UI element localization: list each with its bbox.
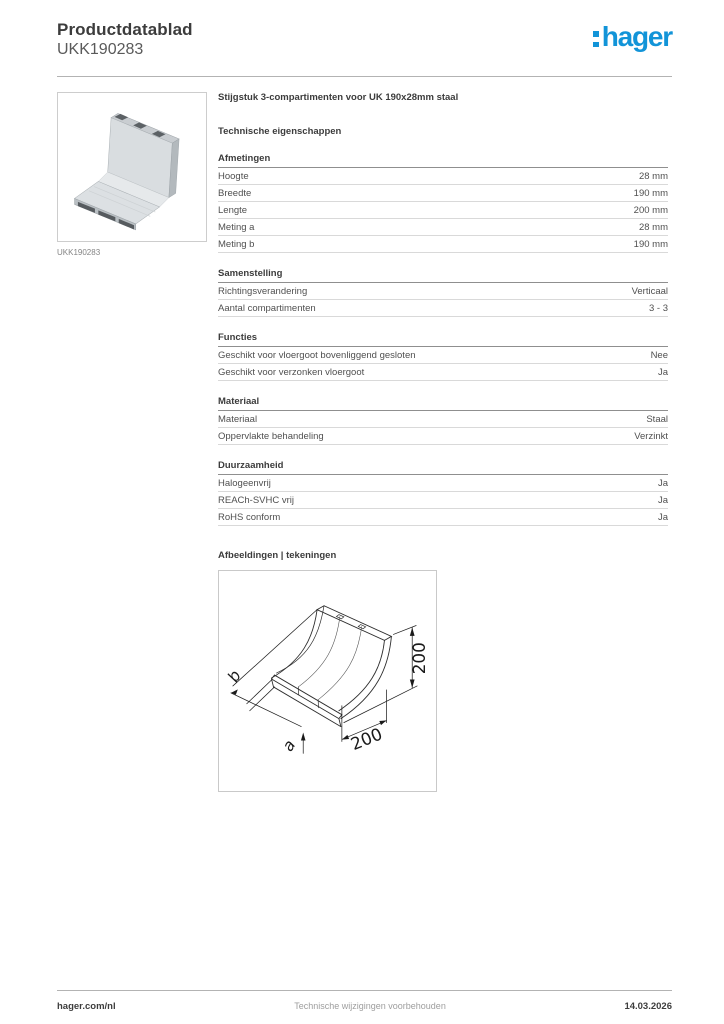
spec-value: 28 mm (638, 170, 668, 182)
spec-label: Richtingsverandering (218, 285, 308, 297)
footer-website: hager.com/nl (57, 1001, 116, 1012)
spec-row (218, 300, 668, 317)
spec-row (218, 411, 668, 428)
spec-row (218, 202, 668, 219)
section-heading: Materiaal (218, 396, 668, 411)
section-rows (218, 475, 668, 526)
spec-label: Meting b (218, 238, 255, 250)
spec-label: Aantal compartimenten (218, 302, 316, 314)
spec-row (218, 428, 668, 445)
spec-label: Geschikt voor vloergoot bovenliggend gesloten (218, 349, 416, 361)
spec-label: Geschikt voor verzonken vloergoot (218, 366, 365, 378)
spec-section (218, 268, 668, 317)
spec-value: Ja (657, 511, 668, 523)
spec-value: Verzinkt (634, 430, 668, 442)
spec-row (218, 283, 668, 300)
spec-row (218, 219, 668, 236)
spec-value: 200 mm (633, 204, 668, 216)
spec-row (218, 509, 668, 526)
tech-properties-heading: Technische eigenschappen (218, 126, 342, 137)
spec-section (218, 460, 668, 526)
section-rows (218, 411, 668, 445)
product-photo-column (57, 92, 209, 257)
spec-row (218, 347, 668, 364)
drawing-dim-height: 200 (409, 642, 430, 675)
product-photo-illustration (58, 93, 206, 241)
technical-drawing-svg (219, 571, 436, 791)
section-heading: Afmetingen (218, 153, 668, 168)
drawing-label-a: a (278, 736, 300, 755)
spec-value: Ja (657, 366, 668, 378)
footer-disclaimer: Technische wijzigingen voorbehouden (294, 1001, 446, 1011)
spec-label: Materiaal (218, 413, 258, 425)
page-title: Productdatablad (57, 20, 193, 39)
technical-drawing (218, 570, 437, 792)
spec-section (218, 332, 668, 381)
spec-label: Breedte (218, 187, 252, 199)
spec-value: 190 mm (633, 187, 668, 199)
drawing-dim-length: 200 (347, 723, 386, 755)
spec-sections (218, 153, 668, 526)
section-rows (218, 347, 668, 381)
section-rows (218, 168, 668, 253)
photo-caption: UKK190283 (57, 248, 101, 257)
logo-colon-icon (593, 31, 599, 52)
spec-value: Nee (650, 349, 668, 361)
spec-row (218, 364, 668, 381)
footer (57, 990, 672, 1012)
spec-value: 3 - 3 (648, 302, 668, 314)
spec-row (218, 492, 668, 509)
product-photo (57, 92, 207, 242)
spec-label: Meting a (218, 221, 255, 233)
section-heading: Functies (218, 332, 668, 347)
product-code: UKK190283 (57, 41, 144, 58)
spec-value: 28 mm (638, 221, 668, 233)
spec-section (218, 396, 668, 445)
header-divider (57, 76, 672, 77)
drawing-label-b: b (223, 666, 245, 686)
footer-date: 14.03.2026 (624, 1001, 672, 1012)
spec-label: Lengte (218, 204, 248, 216)
spec-label: Halogeenvrij (218, 477, 271, 489)
logo-text: hager (601, 21, 672, 52)
spec-row (218, 185, 668, 202)
spec-value: Ja (657, 477, 668, 489)
spec-value: Staal (646, 413, 668, 425)
spec-label: RoHS conform (218, 511, 281, 523)
spec-label: Hoogte (218, 170, 249, 182)
spec-label: Oppervlakte behandeling (218, 430, 324, 442)
header (57, 20, 193, 59)
spec-value: 190 mm (633, 238, 668, 250)
product-name: Stijgstuk 3-compartimenten voor UK 190x28mm staal (218, 92, 459, 103)
spec-column (218, 92, 668, 792)
spec-value: Verticaal (631, 285, 668, 297)
spec-value: Ja (657, 494, 668, 506)
section-rows (218, 283, 668, 317)
hager-logo (593, 22, 672, 52)
section-heading: Samenstelling (218, 268, 668, 283)
spec-row (218, 236, 668, 253)
section-heading: Duurzaamheid (218, 460, 668, 475)
spec-label: REACh-SVHC vrij (218, 494, 295, 506)
drawings-heading: Afbeeldingen | tekeningen (218, 550, 337, 561)
spec-row (218, 168, 668, 185)
spec-section (218, 153, 668, 253)
spec-row (218, 475, 668, 492)
